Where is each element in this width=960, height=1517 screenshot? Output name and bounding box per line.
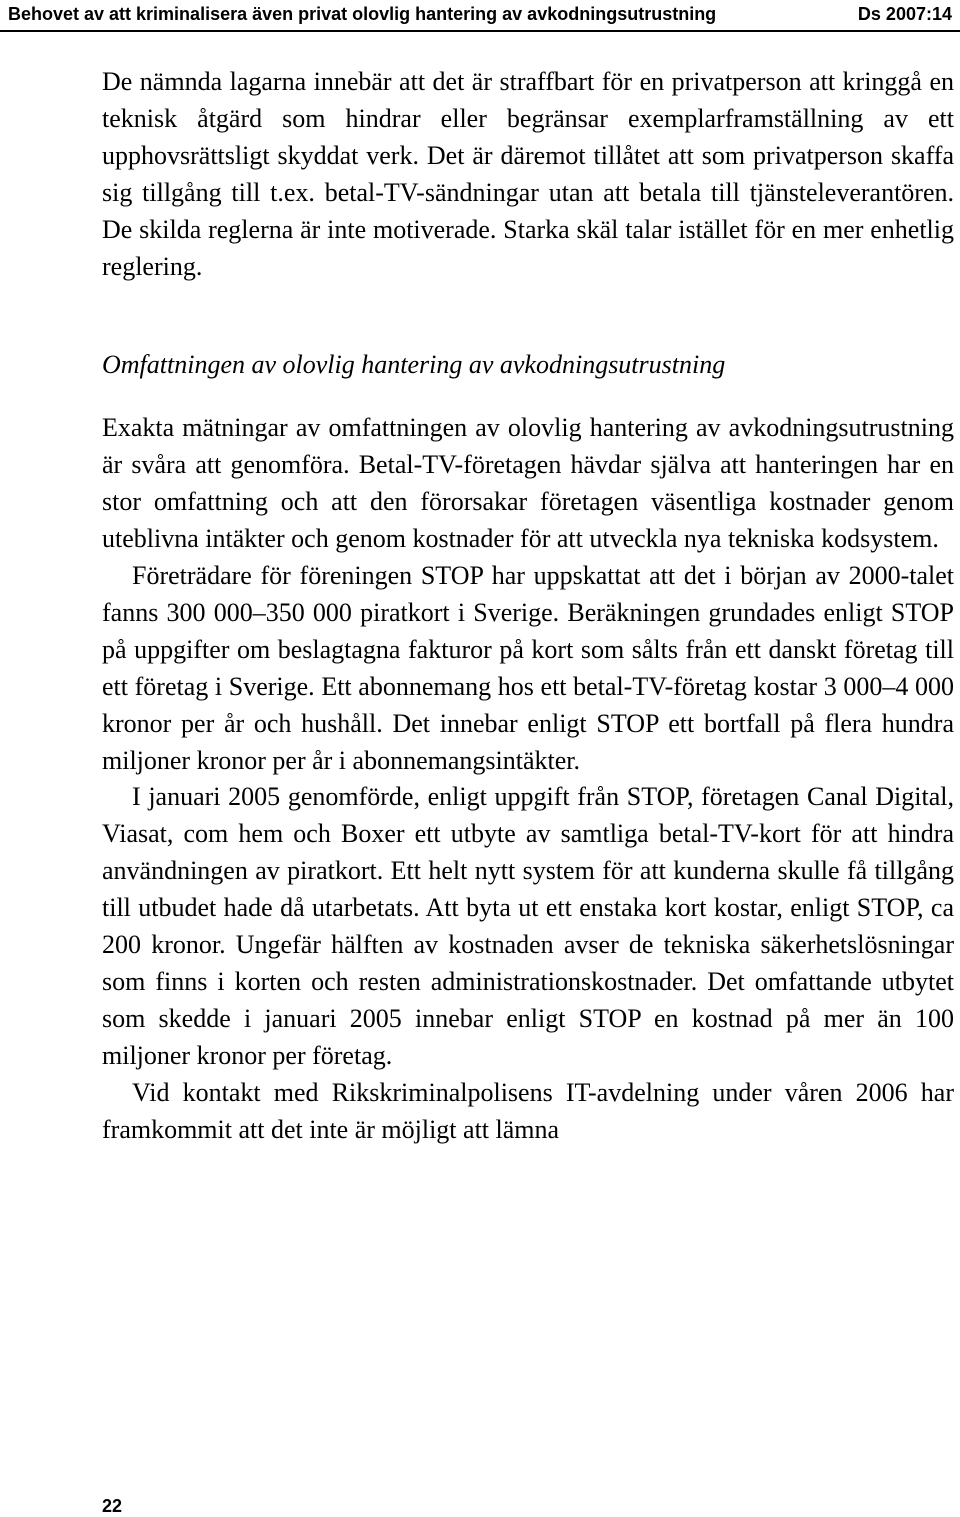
running-header xyxy=(0,0,960,34)
paragraph-intro: De nämnda lagarna innebär att det är straffbart för en privatperson att kringgå en teknisk åtgärd som hindrar eller begränsar exemplarframställning av ett upphovsrättsligt skyddat verk. Det är däremot tillåtet att som privatperson skaffa sig tillgång till t.ex. betal-TV-sändningar utan att betala till tjänsteleverantören. De skilda reglerna är inte motiverade. Starka skäl talar istället för en mer enhetlig reglering. xyxy=(102,67,954,281)
page-number: 22 xyxy=(102,1496,123,1516)
header-rule xyxy=(0,30,960,32)
paragraph-continued: Vid kontakt med Rikskriminalpolisens IT-avdelning under våren 2006 har framkommit att det inte är möjligt att lämna xyxy=(102,1077,954,1144)
spacer xyxy=(102,384,954,410)
spacer xyxy=(102,285,954,347)
paragraph: Exakta mätningar av omfattningen av olovlig hantering av avkodningsutrustning är svåra att genomföra. Betal-TV-företagen hävdar själva att hanteringen har en stor omfattning och att den förorsakar företagen väsentliga kostnader genom uteblivna intäkter och genom kostnader för att utveckla nya tekniska kodsystem. xyxy=(102,413,954,554)
paragraph: Företrädare för föreningen STOP har uppskattat att det i början av 2000-talet fanns 300 000–350 000 piratkort i Sverige. Beräkningen grundades enligt STOP på uppgifter om beslagtagna fakturor på kort som sålts från ett danskt företag till ett företag i Sverige. Ett abonnemang hos ett betal-TV-företag kostar 3 000–4 000 kronor per år och hushåll. Det innebar enligt STOP ett bortfall på flera hundra miljoner kronor per år i abonnemangsintäkter. xyxy=(102,560,954,775)
section-heading: Omfattningen av olovlig hantering av avkodningsutrustning xyxy=(102,350,726,380)
paragraph: I januari 2005 genomförde, enligt uppgift från STOP, företagen Canal Digital, Viasat, com hem och Boxer ett utbyte av samtliga betal-TV-kort för att hindra användningen av piratkort. Ett helt nytt system för att kunderna skulle få tillgång till utbudet hade då utarbetats. Att byta ut ett enstaka kort kostar, enligt STOP, ca 200 kronor. Ungefär hälften av kostnaden avser de tekniska säkerhetslösningar som finns i korten och resten administrationskostnader. Det omfattande utbytet som skedde i januari 2005 innebar enligt STOP en kostnad på mer än 100 miljoner kronor per företag. xyxy=(102,782,954,1070)
header-doc-number: Ds 2007:14 xyxy=(857,4,952,24)
page-body xyxy=(102,64,954,1148)
header-title: Behovet av att kriminalisera även privat olovlig hantering av avkodningsutrustning xyxy=(8,4,717,24)
